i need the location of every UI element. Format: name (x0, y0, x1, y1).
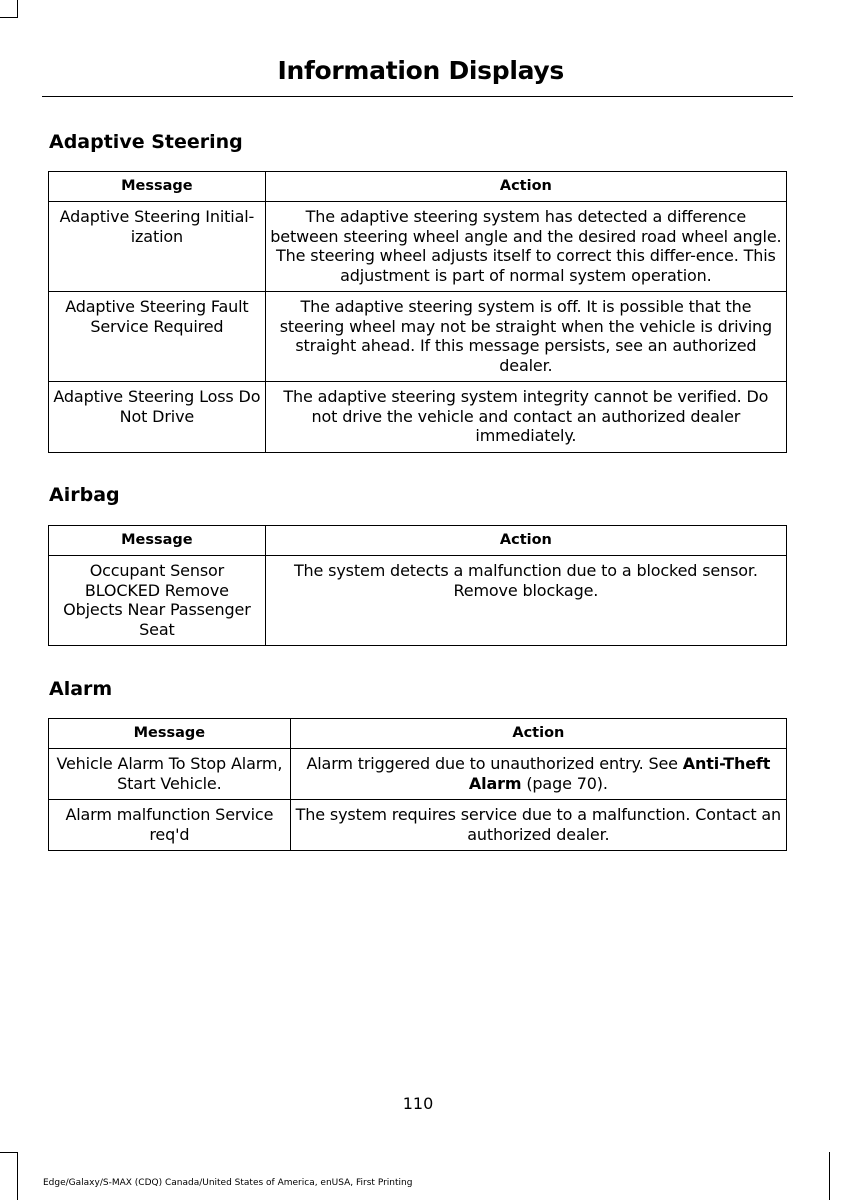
message-cell: Occupant Sensor BLOCKED Remove Objects Near Passenger Seat (49, 556, 266, 646)
section-heading-airbag: Airbag (49, 484, 120, 506)
column-header-message: Message (49, 719, 291, 749)
section-heading-alarm: Alarm (49, 678, 113, 700)
adaptive-steering-table (48, 171, 787, 453)
column-header-action: Action (290, 719, 786, 749)
message-cell: Adaptive Steering Fault Service Required (49, 292, 266, 382)
table-row (49, 202, 787, 292)
alarm-table (48, 718, 787, 851)
page-reference: (page 70). (521, 773, 608, 793)
footer-imprint: Edge/Galaxy/S-MAX (CDQ) Canada/United States of America, enUSA, First Printing (43, 1178, 413, 1188)
crop-mark (17, 0, 18, 18)
message-cell: Vehicle Alarm To Stop Alarm, Start Vehicle. (49, 749, 291, 800)
crop-mark (0, 1152, 18, 1153)
table-header-row (49, 526, 787, 556)
table-header-row (49, 719, 787, 749)
crop-mark (17, 1152, 18, 1200)
action-cell: The adaptive steering system has detected a difference between steering wheel angle and the desired road wheel angle. The steering wheel adjusts itself to correct this differ-ence. This adjustment is part of normal system operation. (265, 202, 786, 292)
action-cell: The system requires service due to a malfunction. Contact an authorized dealer. (290, 800, 786, 851)
crop-mark (829, 1152, 830, 1200)
column-header-message: Message (49, 526, 266, 556)
table-header-row (49, 172, 787, 202)
action-cell: The adaptive steering system integrity cannot be verified. Do not drive the vehicle and contact an authorized dealer immediately. (265, 382, 786, 453)
action-cell (290, 749, 786, 800)
table-row (49, 800, 787, 851)
action-text: Alarm triggered due to unauthorized entry. See (306, 754, 683, 773)
message-cell: Adaptive Steering Initial-ization (49, 202, 266, 292)
table-row (49, 556, 787, 646)
column-header-action: Action (265, 526, 786, 556)
table-row (49, 382, 787, 453)
table-row (49, 749, 787, 800)
section-heading-adaptive-steering: Adaptive Steering (49, 131, 243, 153)
column-header-action: Action (265, 172, 786, 202)
page-number: 110 (402, 1094, 434, 1113)
column-header-message: Message (49, 172, 266, 202)
action-cell: The adaptive steering system is off. It is possible that the steering wheel may not be straight when the vehicle is driving straight ahead. If this message persists, see an authorized dealer. (265, 292, 786, 382)
page-title: Information Displays (277, 56, 564, 85)
message-cell: Alarm malfunction Service req'd (49, 800, 291, 851)
cross-reference-link[interactable]: Anti-Theft Alarm (468, 754, 771, 793)
crop-mark (0, 17, 18, 18)
message-cell: Adaptive Steering Loss Do Not Drive (49, 382, 266, 453)
airbag-table (48, 525, 787, 646)
table-row (49, 292, 787, 382)
action-cell: The system detects a malfunction due to a blocked sensor. Remove blockage. (265, 556, 786, 646)
title-divider (42, 96, 793, 97)
